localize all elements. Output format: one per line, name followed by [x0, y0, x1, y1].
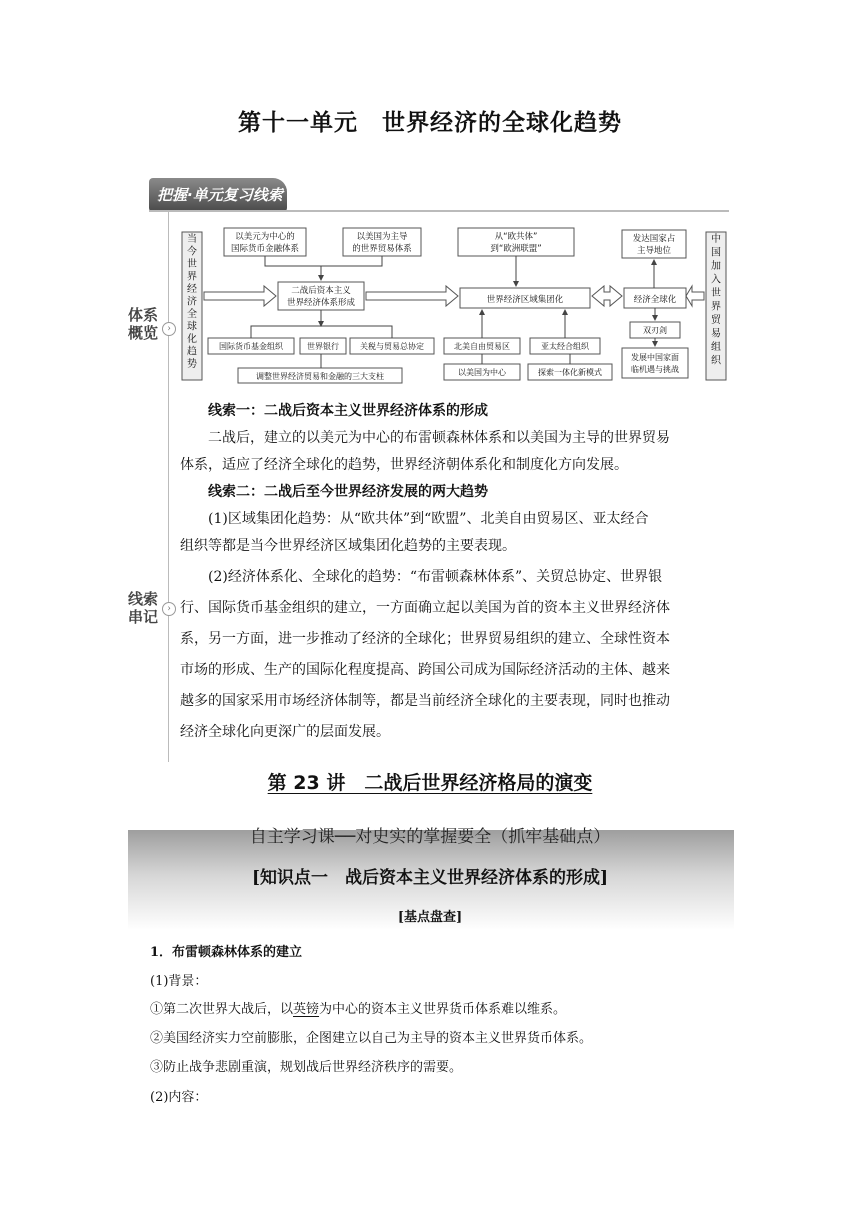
arrow-system-to-regional	[366, 286, 458, 306]
clue2-p1-line2: 组织等都是当今世界经济区域集团化趋势的主要表现。	[180, 538, 516, 554]
side-label-clues	[126, 590, 160, 626]
text-ec-eu-2: 到“欧洲联盟”	[490, 244, 542, 254]
clue2-p2-line3: 系，另一方面，进一步推动了经济的全球化；世界贸易组织的建立、全球性资本	[180, 631, 670, 647]
item1-post: 为中心的资本主义世界货币体系难以维系。	[319, 1002, 567, 1017]
review-banner: 把握·单元复习线索	[149, 178, 287, 212]
text-gatt: 关税与贸易总协定	[360, 342, 424, 351]
arrow-left-to-system	[204, 286, 276, 306]
text-developed-1: 发达国家占	[632, 234, 676, 244]
item1-underlined: 英镑	[293, 1002, 320, 1017]
clue1-heading: 线索一：二战后资本主义世界经济体系的形成	[208, 403, 488, 419]
arrow-right-to-globalization	[686, 286, 704, 306]
overview-diagram	[178, 222, 730, 384]
self-study-heading: 自主学习课──对史实的掌握要全（抓牢基础点）	[249, 827, 611, 847]
text-postwar-1: 二战后资本主义	[291, 286, 351, 296]
side-label-clues-1: 线索	[127, 590, 158, 608]
text-globalization: 经济全球化	[633, 295, 677, 305]
clue2-p2-line2: 行、国际货币基金组织的建立，一方面确立起以美国为首的资本主义世界经济体	[180, 600, 670, 616]
background-item-1	[150, 998, 566, 1017]
gutter-line	[168, 212, 169, 762]
text-developing-2: 临机遇与挑战	[631, 365, 679, 374]
arrow-regional-globalization	[592, 286, 622, 306]
side-label-overview	[126, 306, 160, 342]
left-vertical-text: 当今世界经济全球化趋势	[187, 234, 197, 370]
text-developing-1: 发展中国家面	[631, 353, 679, 362]
text-us-centered: 以美国为中心	[458, 368, 506, 377]
lesson-title	[0, 768, 860, 795]
text-us-trade-2: 的世界贸易体系	[352, 244, 412, 254]
text-dollar-system-2: 国际货币金融体系	[230, 244, 300, 254]
text-explore-mode: 探索一体化新模式	[538, 368, 602, 377]
clue1-line1: 二战后，建立的以美元为中心的布雷顿森林体系和以美国为主导的世界贸易	[208, 430, 670, 446]
side-label-overview-1: 体系	[127, 306, 158, 324]
text-postwar-2: 世界经济体系形成	[286, 298, 356, 308]
content-label: (2)内容：	[150, 1090, 208, 1105]
text-double-edged: 双刃剑	[643, 326, 667, 335]
chevron-right-icon: ›	[162, 322, 176, 336]
clue1-line2: 体系，适应了经济全球化的趋势，世界经济朝体系化和制度化方向发展。	[180, 457, 628, 473]
unit-title: 第十一单元 世界经济的全球化趋势	[238, 110, 622, 136]
clue2-p2-line6: 经济全球化向更深广的层面发展。	[180, 724, 390, 740]
text-dollar-system-1: 以美元为中心的	[235, 232, 295, 242]
knowledge-point-title: [知识点一 战后资本主义世界经济体系的形成]	[251, 868, 609, 888]
text-us-trade-1: 以美国为主导	[356, 232, 408, 242]
clue2-heading: 线索二：二战后至今世界经济发展的两大趋势	[208, 484, 488, 500]
text-imf: 国际货币基金组织	[219, 342, 283, 351]
text-ec-eu-1: 从“欧共体”	[494, 232, 538, 242]
item1-pre: ①第二次世界大战后，以	[150, 1002, 294, 1017]
clue2-p2-line1: (2)经济体系化、全球化的趋势：“布雷顿森林体系”、关贸总协定、世界银	[208, 569, 663, 585]
right-vertical-text: 中国加入世界贸易组织	[711, 234, 721, 367]
text-developed-2: 主导地位	[636, 246, 672, 256]
text-three-pillars: 调整世界经济贸易和金融的三大支柱	[256, 372, 384, 381]
lesson-title-text: 第 23 讲 二战后世界经济格局的演变	[267, 772, 593, 794]
clue2-p2-line5: 越多的国家采用市场经济体制等，都是当前经济全球化的主要表现，同时也推动	[180, 693, 670, 709]
chevron-right-icon: ›	[162, 602, 176, 616]
clue2-p1-line1: (1)区域集团化趋势：从“欧共体”到“欧盟”、北美自由贸易区、亚太经合	[208, 511, 649, 527]
clue2-p2-line4: 市场的形成、生产的国际化程度提高、跨国公司成为国际经济活动的主体、越来	[180, 662, 670, 678]
background-label: (1)背景：	[150, 974, 208, 989]
text-world-bank: 世界银行	[307, 342, 339, 351]
banner-divider	[149, 210, 729, 212]
background-item-3: ③防止战争悲剧重演，规划战后世界经济秩序的需要。	[150, 1060, 463, 1075]
text-regional: 世界经济区域集团化	[486, 295, 564, 305]
side-label-clues-2: 串记	[127, 608, 158, 626]
text-apec: 亚太经合组织	[541, 342, 589, 351]
side-label-overview-2: 概览	[127, 324, 158, 342]
section-heading: 1．布雷顿森林体系的建立	[150, 945, 303, 960]
base-review-label: [基点盘查]	[397, 910, 463, 925]
background-item-2: ②美国经济实力空前膨胀，企图建立以自己为主导的资本主义世界货币体系。	[150, 1031, 593, 1046]
text-nafta: 北美自由贸易区	[454, 342, 510, 351]
